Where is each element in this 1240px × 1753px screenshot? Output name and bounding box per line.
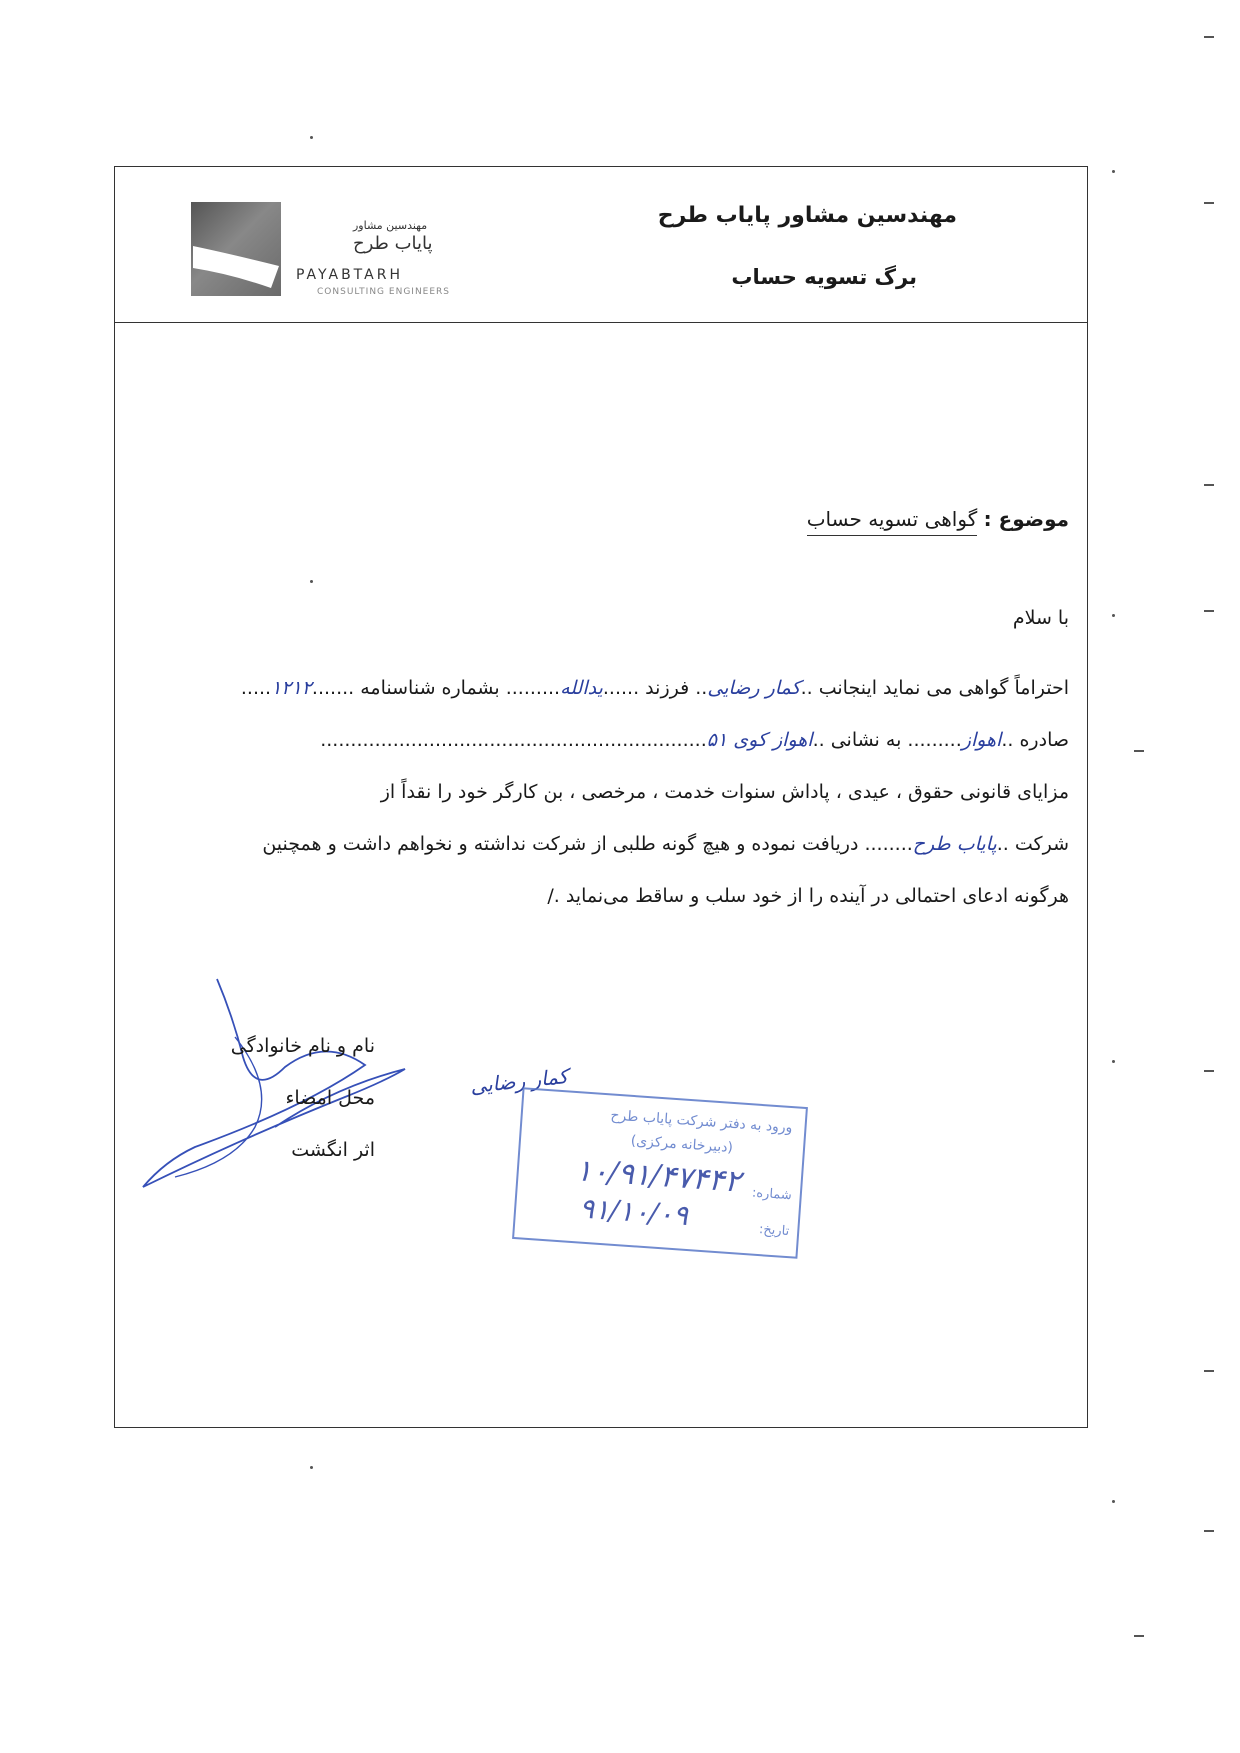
logo-mark-icon	[191, 202, 281, 296]
scan-speck	[1112, 1500, 1115, 1503]
scan-speck	[1112, 170, 1115, 173]
scan-speck	[1112, 1060, 1115, 1063]
stamp-date: ۹۱/۱۰/۰۹	[578, 1191, 690, 1233]
stamp-number: ۱۰/۹۱/۴۷۴۴۲	[574, 1153, 742, 1200]
id-number: ۱۲۱۲	[271, 677, 312, 699]
text: دریافت نموده و هیچ گونه طلبی از شرکت نداشته و نخواهم داشت و همچنین	[262, 833, 865, 855]
form-title: برگ تسویه حساب	[731, 265, 917, 289]
document-frame	[114, 166, 1088, 1428]
issued-at: اهواز	[961, 729, 1002, 751]
header-divider	[115, 322, 1087, 323]
scan-mark	[1134, 750, 1144, 752]
father-name: یدالله	[560, 677, 603, 699]
signature-block	[205, 1035, 375, 1191]
sign-label: محل امضاء	[285, 1087, 375, 1109]
clerk-signature: کمار رضایی	[469, 1063, 570, 1099]
scan-speck	[1112, 614, 1115, 617]
scan-speck	[310, 580, 313, 583]
body-line-4: شرکت ..پایاب طرح........ دریافت نموده و هیچ گونه طلبی از شرکت نداشته و نخواهم داشت و همچنین	[262, 833, 1069, 855]
scan-mark	[1204, 1070, 1214, 1072]
text: به نشانی	[824, 729, 908, 751]
logo-fa: پایاب طرح	[353, 233, 433, 254]
scan-speck	[310, 1466, 313, 1469]
text: بشماره شناسنامه	[354, 677, 506, 699]
scan-mark	[1204, 202, 1214, 204]
greeting: با سلام	[1012, 607, 1069, 629]
text: شرکت	[1008, 833, 1069, 855]
logo-en: PAYABTARH	[296, 267, 403, 283]
scan-speck	[310, 136, 313, 139]
body-line-5: هرگونه ادعای احتمالی در آینده را از خود سلب و ساقط می‌نماید ./	[547, 885, 1069, 907]
scan-mark	[1204, 36, 1214, 38]
subject-value: گواهی تسویه حساب	[807, 507, 978, 536]
name-label: نام و نام خانوادگی	[230, 1035, 375, 1057]
stamp-number-label: شماره:	[751, 1185, 793, 1204]
text: فرزند	[639, 677, 690, 699]
stamp-subtitle: (دبیرخانه مرکزی)	[630, 1132, 734, 1157]
body-line-2: صادره ..اهواز......... به نشانی ..اهواز کوی ۵۱................................................................	[320, 729, 1069, 751]
fingerprint-label: اثر انگشت	[291, 1139, 375, 1161]
subject-label: موضوع :	[983, 507, 1069, 531]
employee-name: کمار رضایی	[707, 677, 801, 699]
text: صادره	[1013, 729, 1069, 751]
scan-mark	[1134, 1635, 1144, 1637]
logo-fa-small: مهندسین مشاور	[353, 219, 428, 232]
stamp-date-label: تاریخ:	[758, 1222, 790, 1240]
address: اهواز کوی ۵۱	[706, 729, 813, 751]
scan-mark	[1204, 610, 1214, 612]
subject-line	[807, 507, 1069, 531]
company-name: مهندسین مشاور پایاب طرح	[657, 203, 957, 228]
stamp-title: ورود به دفتر شرکت پایاب طرح	[610, 1107, 794, 1137]
scan-mark	[1204, 1530, 1214, 1532]
scan-mark	[1204, 484, 1214, 486]
logo-sub: CONSULTING ENGINEERS	[317, 287, 451, 297]
company-handwritten: پایاب طرح	[912, 833, 997, 855]
scan-mark	[1204, 1370, 1214, 1372]
registration-stamp	[512, 1087, 808, 1259]
body-line-3: مزایای قانونی حقوق ، عیدی ، پاداش سنوات خدمت ، مرخصی ، بن کارگر خود را نقداً از	[380, 781, 1069, 803]
text: احتراماً گواهی می نماید اینجانب	[812, 677, 1069, 699]
body-line-1: احتراماً گواهی می نماید اینجانب ..کمار رضایی.. فرزند ......یدالله......... بشماره شناسنامه .......۱۲۱۲.....	[240, 677, 1069, 699]
